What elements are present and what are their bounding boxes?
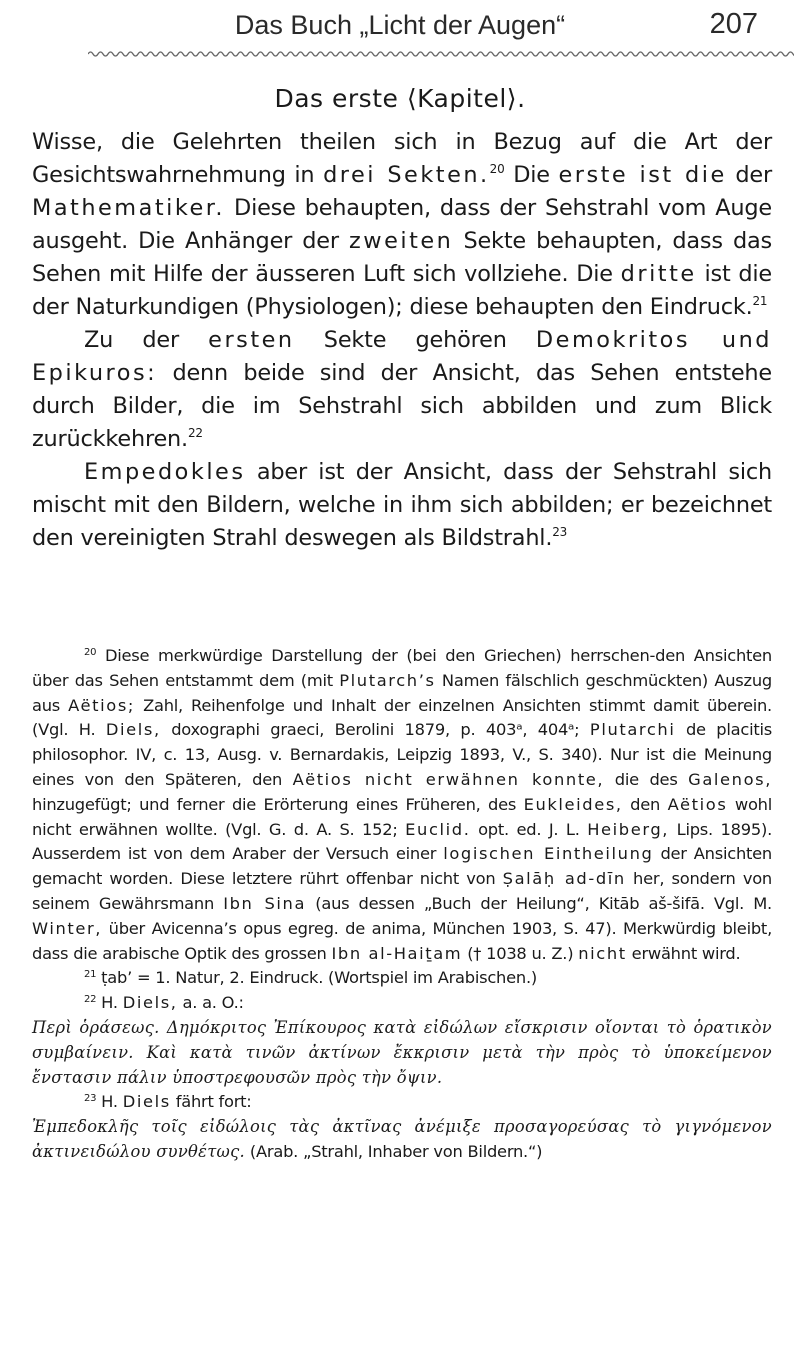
footnote-22-greek-quote: Περὶ ὁράσεως. Δημόκριτος Ἐπίκουρος κατὰ εἰδώλων εἴσκρισιν οἴονται τὸ ὁρατικὸν συμβαίνειν. Καὶ κατὰ τινῶν ἀκτίνων ἔκκρισιν μετὰ τὴν πρὸς τὸ ὑποκείμενον ἔνστασιν πάλιν ὑποστρεφουσῶν πρὸς τὴν ὄψιν.	[32, 1017, 772, 1087]
main-text	[32, 126, 772, 555]
paragraph-3: Empedokles aber ist der Ansicht, dass der Sehstrahl sich mischt mit den Bildern, welche in ihm sich abbilden; er bezeichnet den vereinigten Strahl deswegen als Bildstrahl.$^{23}$	[32, 459, 772, 551]
footnote-ref-21: 21	[752, 294, 768, 308]
footnote-23: $^{23}$ H. Diels fährt fort:	[84, 1092, 252, 1112]
footnote-23-greek-quote: Ἐμπεδοκλῆς τοῖς εἰδώλοις τὰς ἀκτῖνας ἀνέμιξε προσαγορεύσας τὸ γιγνόμενον ἀκτινειδώλου συνθέτως. (Arab. „Strahl, Inhaber von Bildern.“)	[32, 1117, 772, 1161]
running-head	[40, 6, 760, 50]
emphasis: dritte	[620, 261, 697, 287]
footnotes	[32, 644, 772, 1165]
emphasis: drei Sekten.	[323, 162, 490, 188]
footnote-ref-22: 22	[187, 426, 203, 440]
running-title: Das Buch „Licht der Augen“	[234, 10, 566, 40]
footnote-22: $^{22}$ H. Diels, a. a. O.:	[84, 993, 244, 1013]
page-number: 207	[709, 8, 758, 40]
emphasis: zweiten	[349, 228, 454, 254]
emphasis: Mathematiker.	[32, 195, 226, 221]
footnote-20: $^{20}$ Diese merkwürdige Darstellung der (bei den Griechen) herrschen-den Ansichten über das Sehen entstammt dem (mit Plutarch’s Namen fälschlich geschmückten) Auszug aus Aëtios; Zahl, Reihenfolge und Inhalt der einzelnen Ansichten stimmt damit überein. (Vgl. H. Diels, doxographi graeci, Berolini 1879, p. 403ᵃ, 404ᵃ; Plutarchi de placitis philosophor. IV, c. 13, Ausg. v. Bernardakis, Leipzig 1893, V., S. 340). Nur ist die Meinung eines von den Späteren, den Aëtios nicht erwähnen konnte, die des Galenos, hinzugefügt; und ferner die Erörterung eines Früheren, des Eukleides, den Aëtios wohl nicht erwähnen wollte. (Vgl. G. d. A. S. 152; Euclid. opt. ed. J. L. Heiberg, Lips. 1895). Ausserdem ist von dem Araber der Versuch einer logischen Eintheilung der Ansichten gemacht worden. Diese letztere rührt offenbar nicht von Ṣalāḥ ad-dīn her, sondern von seinem Gewährsmann Ibn Sina (aus dessen „Buch der Heilung“, Kitāb aš-šifā. Vgl. M. Winter, über Avicenna’s opus egreg. de anima, München 1903, S. 47). Merkwürdig bleibt, dass die arabische Optik des grossen Ibn al-Haiṯam († 1038 u. Z.) nicht erwähnt wird.	[32, 646, 772, 963]
footnote-ref-23: 23	[552, 525, 568, 539]
emphasis-name: Empedokles	[84, 459, 246, 485]
chapter-title: Das erste ⟨Kapitel⟩.	[274, 84, 526, 113]
paragraph-1: Wisse, die Gelehrten theilen sich in Bezug auf die Art der Gesichtswahrnehmung in drei Sekten.$^{20}$ Die erste ist die der Mathematiker. Diese behaupten, dass der Sehstrahl vom Auge ausgeht. Die Anhänger der zweiten Sekte behaupten, dass das Sehen mit Hilfe der äusseren Luft sich vollziehe. Die dritte ist die der Naturkundigen (Physiologen); diese behaupten den Eindruck.$^{21}$	[32, 129, 773, 320]
emphasis: ersten	[208, 327, 295, 353]
footnote-ref-20: 20	[489, 162, 505, 176]
emphasis: erste ist die	[558, 162, 727, 188]
paragraph-2: Zu der ersten Sekte gehören Demokritos und Epikuros: denn beide sind der Ansicht, das Sehen entstehe durch Bilder, die im Sehstrahl sich abbilden und zum Blick zurückkehren.$^{22}$	[32, 327, 773, 452]
emphasis-names: Demokritos und Epikuros:	[32, 327, 773, 386]
wavy-rule-ornament	[88, 48, 794, 60]
footnote-21: $^{21}$ ṭab’ = 1. Natur, 2. Eindruck. (Wortspiel im Arabischen.)	[84, 968, 537, 988]
